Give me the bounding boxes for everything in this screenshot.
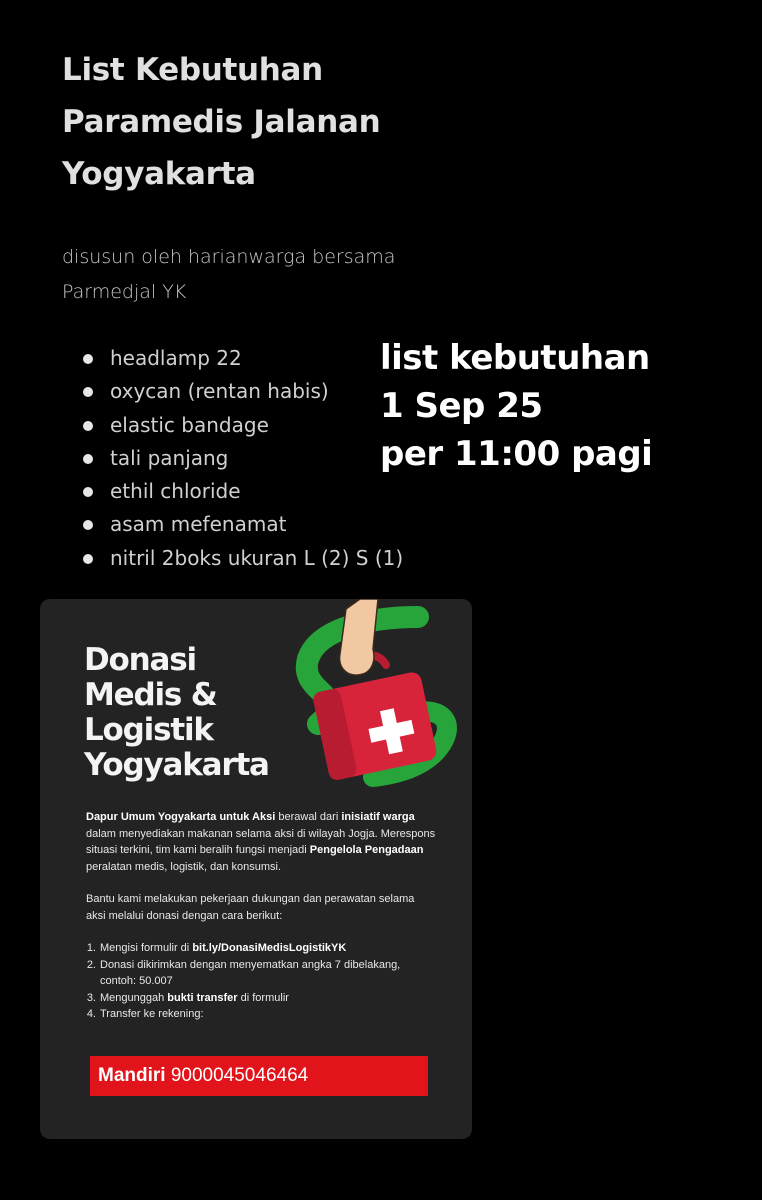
list-item: oxycan (rentan habis) — [80, 375, 403, 408]
step-text: Donasi dikirimkan dengan menyematkan angka 7 dibelakang, contoh: 50.007 — [100, 958, 401, 987]
list-item — [86, 1006, 436, 1023]
instructions-paragraph: Bantu kami melakukan pekerjaan dukungan dan perawatan selama aksi melalui donasi dengan cara berikut: — [86, 893, 415, 922]
list-item — [86, 990, 436, 1007]
step-text: di formulir — [237, 991, 289, 1004]
page-title-line: Yogyakarta — [62, 156, 256, 192]
page-title-line: List Kebutuhan — [62, 52, 323, 88]
poster-title-line: Donasi — [84, 642, 196, 678]
date-note-line: list kebutuhan — [380, 338, 650, 378]
list-item: asam mefenamat — [80, 508, 403, 541]
list-item: nitril 2boks ukuran L (2) S (1) — [80, 542, 403, 575]
step-number: 1. — [86, 942, 96, 954]
byline-line: disusun oleh harianwarga bersama — [62, 246, 396, 268]
list-item — [86, 957, 436, 990]
hand-icon — [340, 599, 378, 675]
list-item: ethil chloride — [80, 475, 403, 508]
intro-bold: inisiatif warga — [341, 811, 415, 823]
step-bold: bukti transfer — [167, 991, 238, 1004]
step-number: 2. — [86, 958, 96, 971]
page-title-line: Paramedis Jalanan — [62, 104, 381, 140]
poster-title-line: Logistik — [84, 712, 213, 748]
step-text: Transfer ke rekening: — [100, 1008, 204, 1020]
list-item: headlamp 22 — [80, 342, 403, 375]
poster-body — [86, 809, 436, 1023]
page-title — [62, 44, 482, 200]
byline — [62, 240, 482, 310]
bank-name: Mandiri — [98, 1065, 166, 1086]
step-number: 3. — [86, 991, 96, 1004]
bank-account-banner — [90, 1056, 428, 1096]
intro-text: peralatan medis, logistik, dan konsumsi. — [86, 860, 282, 873]
intro-text: dalam menyediakan makanan selama aksi di wilayah Jogja. Merespons situasi terkini, tim kami beralih fungsi menjadi — [86, 827, 436, 856]
list-item: tali panjang — [80, 442, 403, 475]
form-link[interactable]: bit.ly/DonasiMedisLogistikYK — [192, 942, 347, 954]
donation-steps — [86, 940, 436, 1023]
date-note — [380, 334, 652, 478]
list-item — [86, 940, 436, 957]
date-note-line: per 11:00 pagi — [380, 434, 653, 474]
step-text: Mengunggah — [100, 991, 168, 1004]
intro-text: berawal dari — [275, 811, 342, 823]
intro-paragraph — [86, 809, 436, 875]
step-text: Mengisi formulir di — [100, 942, 193, 954]
intro-bold: Dapur Umum Yogyakarta untuk Aksi — [86, 811, 276, 823]
poster-title-line: Medis & — [84, 677, 217, 713]
donation-poster — [40, 599, 472, 1139]
byline-line: Parmedjal YK — [62, 281, 187, 303]
date-note-line: 1 Sep 25 — [380, 386, 543, 426]
list-item: elastic bandage — [80, 409, 403, 442]
poster-title-line: Yogyakarta — [84, 747, 269, 783]
intro-bold: Pengelola Pengadaan — [309, 844, 424, 856]
needs-list — [80, 342, 403, 575]
step-number: 4. — [86, 1008, 96, 1020]
bank-account-number: 9000045046464 — [170, 1065, 309, 1086]
poster-title — [84, 643, 344, 783]
